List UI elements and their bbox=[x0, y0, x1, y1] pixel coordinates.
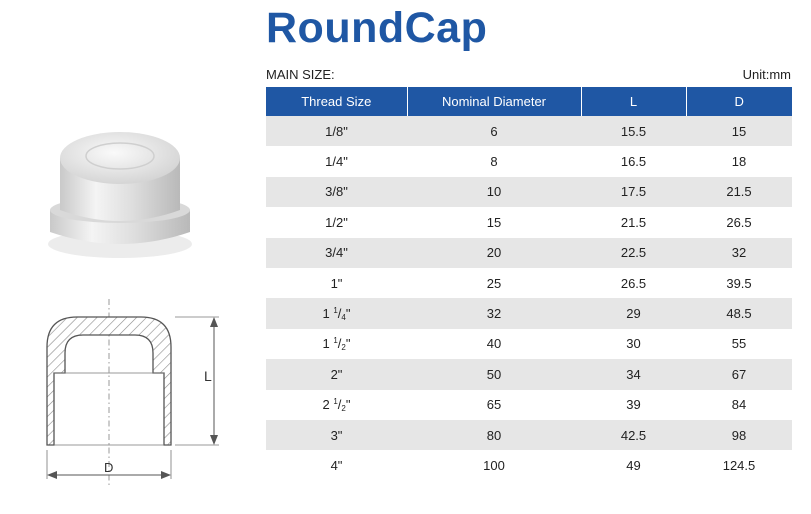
table-row bbox=[266, 207, 792, 237]
nominal-diameter-cell: 25 bbox=[407, 268, 581, 298]
diameter-d-cell: 48.5 bbox=[686, 298, 792, 328]
length-l-cell: 26.5 bbox=[581, 268, 686, 298]
thread-size-cell: 3" bbox=[266, 420, 407, 450]
unit-label: Unit:mm bbox=[742, 67, 791, 82]
table-row bbox=[266, 268, 792, 298]
nominal-diameter-cell: 50 bbox=[407, 359, 581, 389]
page-title: RoundCap bbox=[266, 4, 488, 52]
nominal-diameter-cell: 100 bbox=[407, 450, 581, 480]
fraction-denominator: 2 bbox=[341, 403, 346, 413]
nominal-diameter-cell: 8 bbox=[407, 146, 581, 176]
thread-size-cell: 1/8" bbox=[266, 116, 407, 146]
diameter-d-cell: 15 bbox=[686, 116, 792, 146]
length-l-cell: 34 bbox=[581, 359, 686, 389]
nominal-diameter-cell: 65 bbox=[407, 390, 581, 420]
diameter-d-cell: 124.5 bbox=[686, 450, 792, 480]
length-l-cell: 15.5 bbox=[581, 116, 686, 146]
main-size-label: MAIN SIZE: bbox=[266, 67, 335, 82]
fraction-denominator: 4 bbox=[341, 312, 346, 322]
table-row bbox=[266, 177, 792, 207]
col-header-nominal-diameter: Nominal Diameter bbox=[407, 87, 581, 116]
thread-size-cell: 2 $^1/_2$" bbox=[266, 390, 407, 420]
nominal-diameter-cell: 6 bbox=[407, 116, 581, 146]
col-header-d: D bbox=[686, 87, 792, 116]
thread-size-fraction: $^1/_2$ bbox=[333, 396, 346, 413]
diameter-d-cell: 98 bbox=[686, 420, 792, 450]
length-l-cell: 30 bbox=[581, 329, 686, 359]
diameter-d-cell: 39.5 bbox=[686, 268, 792, 298]
col-header-l: L bbox=[581, 87, 686, 116]
table-row bbox=[266, 390, 792, 420]
thread-size-cell: 3/8" bbox=[266, 177, 407, 207]
size-table bbox=[266, 87, 792, 481]
nominal-diameter-cell: 80 bbox=[407, 420, 581, 450]
thread-size-fraction: $^1/_4$ bbox=[333, 305, 346, 322]
table-header-row bbox=[266, 87, 792, 116]
table-row bbox=[266, 298, 792, 328]
nominal-diameter-cell: 40 bbox=[407, 329, 581, 359]
length-l-cell: 42.5 bbox=[581, 420, 686, 450]
table-row bbox=[266, 146, 792, 176]
length-l-cell: 39 bbox=[581, 390, 686, 420]
length-l-cell: 22.5 bbox=[581, 238, 686, 268]
cross-section-drawing bbox=[20, 295, 235, 490]
diameter-d-cell: 67 bbox=[686, 359, 792, 389]
nominal-diameter-cell: 10 bbox=[407, 177, 581, 207]
nominal-diameter-cell: 15 bbox=[407, 207, 581, 237]
diameter-d-cell: 84 bbox=[686, 390, 792, 420]
thread-size-cell: 4" bbox=[266, 450, 407, 480]
length-l-cell: 16.5 bbox=[581, 146, 686, 176]
thread-size-whole: 1 bbox=[322, 335, 330, 351]
nominal-diameter-cell: 32 bbox=[407, 298, 581, 328]
fraction-numerator: 1 bbox=[333, 305, 338, 315]
fraction-numerator: 1 bbox=[333, 335, 338, 345]
diameter-d-cell: 26.5 bbox=[686, 207, 792, 237]
thread-size-cell: 2" bbox=[266, 359, 407, 389]
diameter-d-cell: 32 bbox=[686, 238, 792, 268]
fraction-numerator: 1 bbox=[333, 396, 338, 406]
table-row bbox=[266, 359, 792, 389]
table-row bbox=[266, 238, 792, 268]
table-row bbox=[266, 450, 792, 480]
thread-size-cell: 1 $^1/_4$" bbox=[266, 298, 407, 328]
col-header-thread-size: Thread Size bbox=[266, 87, 407, 116]
dimension-l-label: L bbox=[204, 368, 212, 384]
diameter-d-cell: 18 bbox=[686, 146, 792, 176]
length-l-cell: 21.5 bbox=[581, 207, 686, 237]
thread-size-cell: 1" bbox=[266, 268, 407, 298]
diameter-d-cell: 55 bbox=[686, 329, 792, 359]
length-l-cell: 49 bbox=[581, 450, 686, 480]
dimension-d-label: D bbox=[104, 460, 114, 475]
table-row bbox=[266, 116, 792, 146]
thread-size-cell: 1/4" bbox=[266, 146, 407, 176]
length-l-cell: 17.5 bbox=[581, 177, 686, 207]
thread-size-whole: 2 bbox=[322, 396, 330, 412]
thread-size-fraction: $^1/_2$ bbox=[333, 335, 346, 352]
thread-size-cell: 1 $^1/_2$" bbox=[266, 329, 407, 359]
thread-size-whole: 1 bbox=[322, 305, 330, 321]
thread-size-cell: 3/4" bbox=[266, 238, 407, 268]
table-row bbox=[266, 329, 792, 359]
fraction-denominator: 2 bbox=[341, 342, 346, 352]
length-l-cell: 29 bbox=[581, 298, 686, 328]
diameter-d-cell: 21.5 bbox=[686, 177, 792, 207]
product-photo bbox=[40, 118, 200, 268]
table-row bbox=[266, 420, 792, 450]
thread-size-cell: 1/2" bbox=[266, 207, 407, 237]
nominal-diameter-cell: 20 bbox=[407, 238, 581, 268]
